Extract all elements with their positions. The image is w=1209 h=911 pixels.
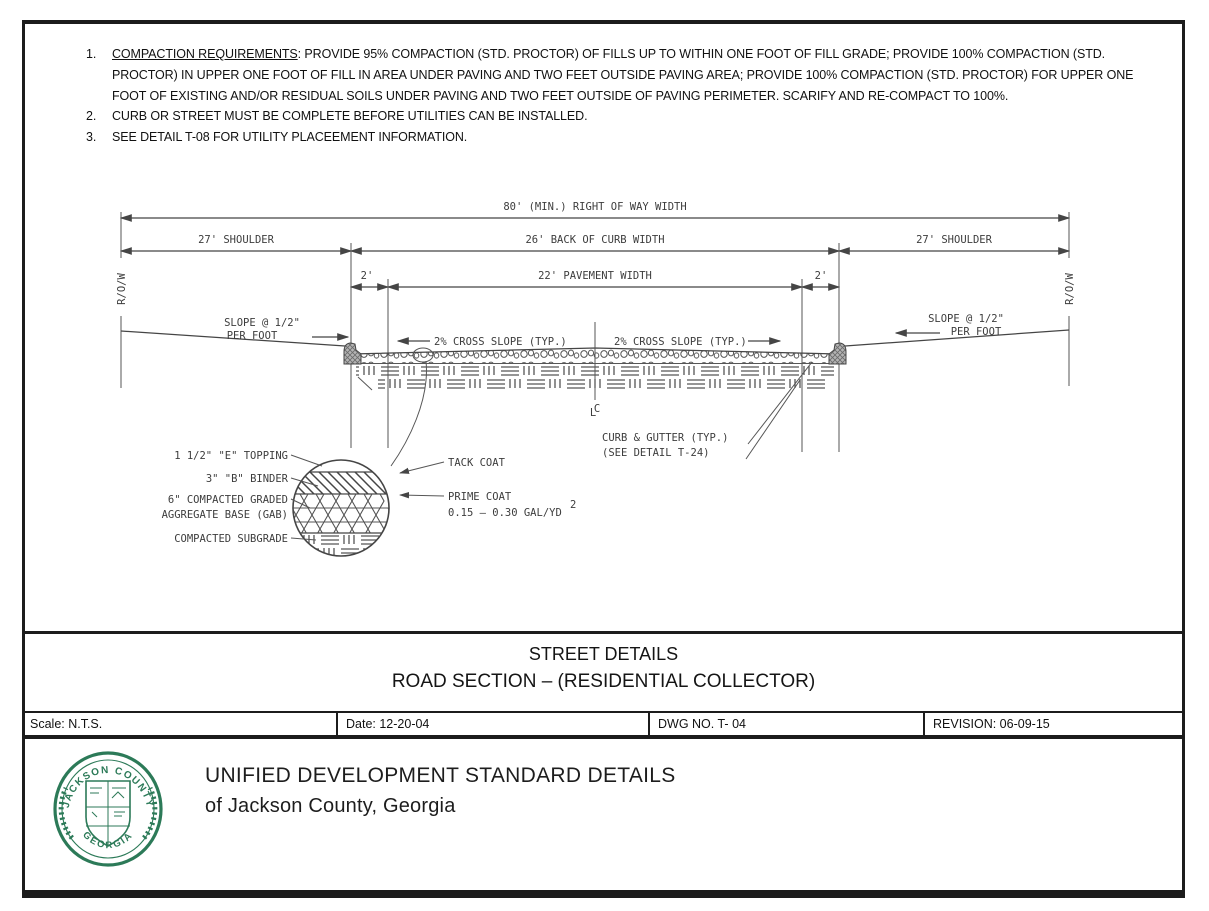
note-body: SEE DETAIL T-08 FOR UTILITY PLACEEMENT INFORMATION. [112,130,468,145]
dim-label-two-right: 2' [814,270,828,282]
label-prime-rate-sup: 2 [570,499,577,511]
label-tack-coat: TACK COAT [448,457,505,469]
label-topping: 1 1/2" "E" TOPPING [174,450,288,462]
label-gab-line1: 6" COMPACTED GRADED [167,494,288,506]
detail-circle [280,459,392,558]
label-binder: 3" "B" BINDER [205,473,288,485]
sheet-subtitle: ROAD SECTION – (RESIDENTIAL COLLECTOR) [391,671,816,692]
row-label-left: R/O/W [116,273,128,305]
label-prime-coat: PRIME COAT [448,491,512,503]
dim-label-shoulder-left: 27' SHOULDER [198,234,274,246]
row-label-right: R/O/W [1064,273,1076,305]
slope-left-line2: PER FOOT [226,330,278,342]
centerline-symbol-l: L [589,407,597,419]
dim-label-two-left: 2' [360,270,374,282]
sheet-title: STREET DETAILS [528,644,679,664]
footer-subtitle: of Jackson County, Georgia [205,795,456,817]
date-cell: Date: 12-20-04 [338,713,650,735]
dimension-pavement [351,270,839,287]
revision-cell: REVISION: 06-09-15 [933,717,1050,731]
base-course-lower [378,377,826,390]
note-lead-underlined: COMPACTION REQUIREMENTS [112,47,298,61]
dwg-number-cell: DWG NO. T- 04 [650,713,925,735]
seal-bottom-text: GEORGIA [80,829,136,852]
label-prime-rate: 0.15 – 0.30 GAL/YD [448,507,562,519]
note-body: CURB OR STREET MUST BE COMPLETE BEFORE UTILITIES CAN BE INSTALLED. [112,109,588,124]
dimension-right-of-way [121,201,1069,218]
slope-right-line1: SLOPE @ 1/2" [928,313,1004,325]
note-number: 3. [86,130,97,145]
curb-left [344,343,361,364]
dim-label-curb-width: 26' BACK OF CURB WIDTH [525,234,665,246]
dim-label-shoulder-right: 27' SHOULDER [916,234,992,246]
slope-label-right [896,313,1004,338]
title-divider-line [22,631,1185,634]
jackson-county-seal [52,750,164,868]
dim-label-row-width: 80' (MIN.) RIGHT OF WAY WIDTH [503,201,687,213]
scale-cell: Scale: N.T.S. [22,713,338,735]
curb-gutter-line1: CURB & GUTTER (TYP.) [602,432,729,444]
cross-slope-left-label: 2% CROSS SLOPE (TYP.) [434,336,567,348]
title-block-info-row [22,711,1185,739]
centerline-symbol-c: C [593,403,601,415]
cross-slope-left [398,336,567,348]
note-body: : PROVIDE 95% COMPACTION (STD. PROCTOR) OF FILLS UP TO WITHIN ONE FOOT OF FILL GRADE; PROVIDE 100% COMPACTION (STD. PROCTOR) IN UPPER ONE FOOT OF FILL IN AREA UNDER PAVING AND TWO FEET OUTSIDE PAVING AREA; PROVIDE 100% COMPACTION (STD. PROCTOR) FOR UPPER ONE FOOT OF EXISTING AND/OR RESIDUAL SOILS UNDER PAVING AND TWO FEET OUTSIDE OF PAVING PERIMETER. SCARIFY AND RE-COMPACT TO 100%. [112,47,1134,103]
slope-left-line1: SLOPE @ 1/2" [224,317,300,329]
curb-right [829,343,846,364]
cross-slope-right-label: 2% CROSS SLOPE (TYP.) [614,336,747,348]
dimension-shoulder-curb [121,234,1069,251]
label-subgrade: COMPACTED SUBGRADE [174,533,288,545]
slope-label-left [224,317,348,342]
note-number: 2. [86,109,97,124]
footer-title: UNIFIED DEVELOPMENT STANDARD DETAILS [205,764,676,787]
slope-right-line2: PER FOOT [950,326,1002,338]
gab-hexagon-band [280,494,392,536]
dim-label-pavement: 22' PAVEMENT WIDTH [538,270,652,282]
curb-gutter-line2: (SEE DETAIL T-24) [602,447,710,459]
label-gab-line2: AGGREGATE BASE (GAB) [161,509,288,521]
seal-top-text: JACKSON COUNTY [60,764,156,810]
detail-labels-right [400,457,576,519]
cross-slope-right [614,336,780,348]
note-number: 1. [86,47,97,61]
